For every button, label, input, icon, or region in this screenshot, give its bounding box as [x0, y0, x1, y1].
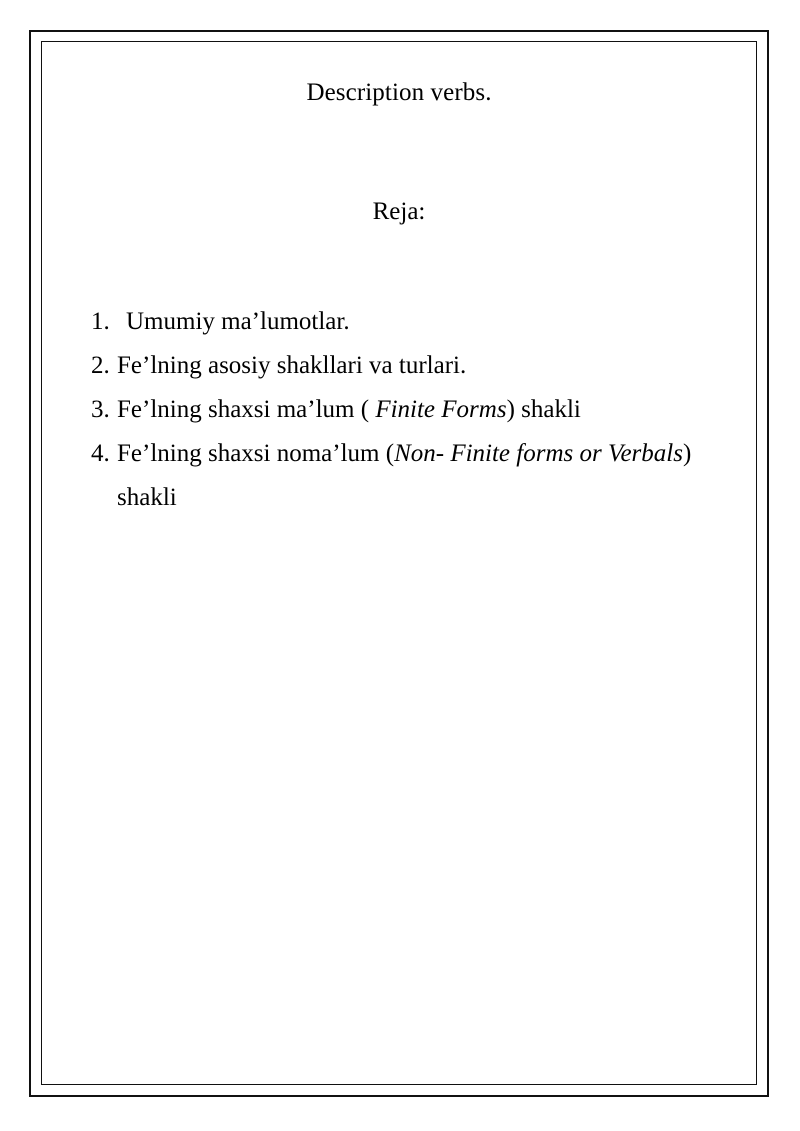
outline-term-italic: Finite Forms: [375, 396, 507, 423]
outline-list: [52, 300, 746, 520]
outline-item: [52, 344, 746, 388]
outline-item-text: [117, 388, 746, 432]
outline-item-number: 1.: [91, 308, 110, 335]
outline-item-text: [117, 344, 746, 388]
outline-term-italic: Non- Finite forms or Verbals: [394, 440, 683, 467]
outline-item-text: [117, 432, 746, 520]
outline-text-run: Fe’lning shaxsi ma’lum (: [117, 396, 376, 423]
plan-heading: Reja:: [372, 198, 426, 225]
page-content: [52, 52, 746, 1074]
outline-item: [52, 300, 746, 344]
outline-text-run: ) shakli: [117, 440, 692, 511]
outline-item: [52, 432, 746, 520]
outline-text-run: Fe’lning asosiy shakllari va turlari.: [117, 352, 467, 379]
outline-item-number: 3.: [91, 396, 110, 423]
outline-item-number: 4.: [91, 440, 110, 467]
outline-text-run: ) shakli: [506, 396, 581, 423]
outline-item: [52, 388, 746, 432]
outline-text-run: Umumiy ma’lumotlar.: [126, 308, 350, 335]
document-title: Description verbs.: [306, 79, 492, 106]
outline-item-text: [126, 300, 746, 344]
outline-item-number: 2.: [91, 352, 110, 379]
outline-text-run: Fe’lning shaxsi noma’lum (: [117, 440, 395, 467]
